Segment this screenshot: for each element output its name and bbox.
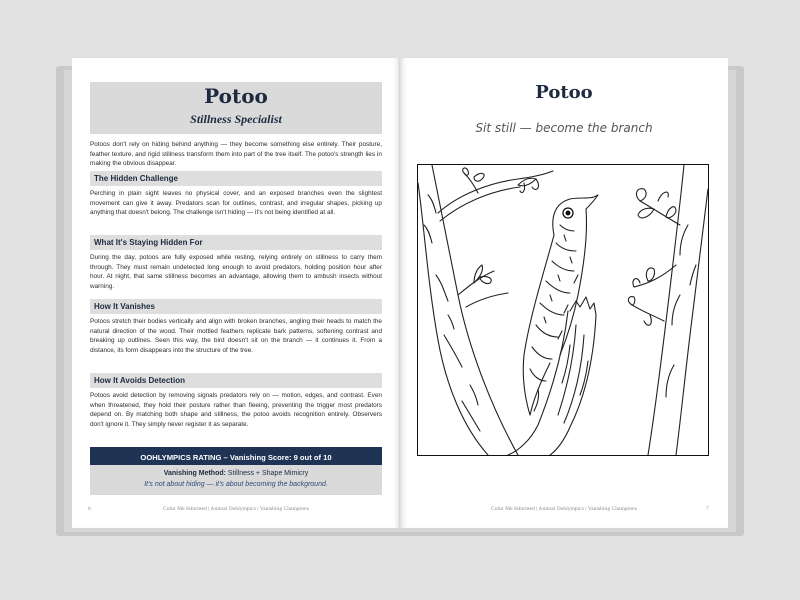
section-body: Perching in plain sight leaves no physical cover, and an exposed branches even the slightest movement can give it away. Predators scan for outlines, contrast, and irregular shapes, picking up anything that doesn't belong. The challenge isn't hiding — it's not being identified at all. <box>90 190 382 217</box>
page-footer: Color Me Informed | Animal Oohlympics | Vanishing Champions <box>162 506 309 512</box>
vanishing-method-value: Stillness + Shape Mimicry <box>227 470 309 477</box>
page-subtitle: Stillness Specialist <box>190 112 282 126</box>
vanishing-method-line <box>90 465 382 479</box>
section-body: During the day, potoos are fully exposed while resting, relying entirely on stillness to carry them through. They must remain undetected long enough to avoid predators, holding position hour after hour. At night, that same stillness becomes an advantage, allowing them to ambush insects without warning. <box>90 254 382 290</box>
rating-label: OOHLYMPICS RATING – Vanishing Score: 9 out of 10 <box>140 453 332 462</box>
coloring-page-title: Potoo <box>535 82 593 103</box>
intro-paragraph: Potoos don't rely on hiding behind anything — they become something else entirely. Their posture, feather texture, and rigid stillness transform them into part of the tree itself. The potoo's strength lies in making the obvious disappear. <box>90 141 382 168</box>
rating-bar <box>90 447 382 465</box>
coloring-page-subtitle: Sit still — become the branch <box>475 121 653 135</box>
page-title: Potoo <box>204 84 268 108</box>
title-block <box>90 82 382 134</box>
page-number: 6 <box>88 506 91 512</box>
coloring-illustration <box>417 164 709 456</box>
page-footer: Color Me Informed | Animal Oohlympics | Vanishing Champions <box>490 506 637 512</box>
section-heading <box>90 299 382 314</box>
section-heading <box>90 373 382 388</box>
rating-detail <box>90 465 382 495</box>
page-number: 7 <box>706 506 709 512</box>
section-heading-text: The Hidden Challenge <box>94 174 179 183</box>
section-heading-text: How It Vanishes <box>94 302 155 311</box>
right-page <box>400 58 728 528</box>
section-heading <box>90 235 382 250</box>
section-heading <box>90 171 382 186</box>
section-body: Potoos avoid detection by removing signals predators rely on — motion, edges, and contrast. Even when threatened, they hold their posture rather than fleeing, preventing the trigger most predators depend on. By matching both shape and stillness, the potoo avoids recognition entirely. Observers don't ignore it. They simply never register it as separate. <box>90 392 382 428</box>
left-page <box>72 58 400 528</box>
potoo-line-art <box>418 165 708 455</box>
section-heading-text: What It's Staying Hidden For <box>94 238 203 247</box>
section-heading-text: How It Avoids Detection <box>94 376 185 385</box>
tagline: It's not about hiding — it's about becoming the background. <box>144 481 328 488</box>
vanishing-method-label: Vanishing Method: <box>163 470 226 477</box>
section-body: Potoos stretch their bodies vertically and align with broken branches, angling their heads to match the natural direction of the wood. Their mottled feathers replicate bark patterns, softening contrast and breaking up outlines. Seen this way, the bird doesn't sit on the branch — it continues it. From a distance, its form disappears into the structure of the tree. <box>90 318 382 354</box>
